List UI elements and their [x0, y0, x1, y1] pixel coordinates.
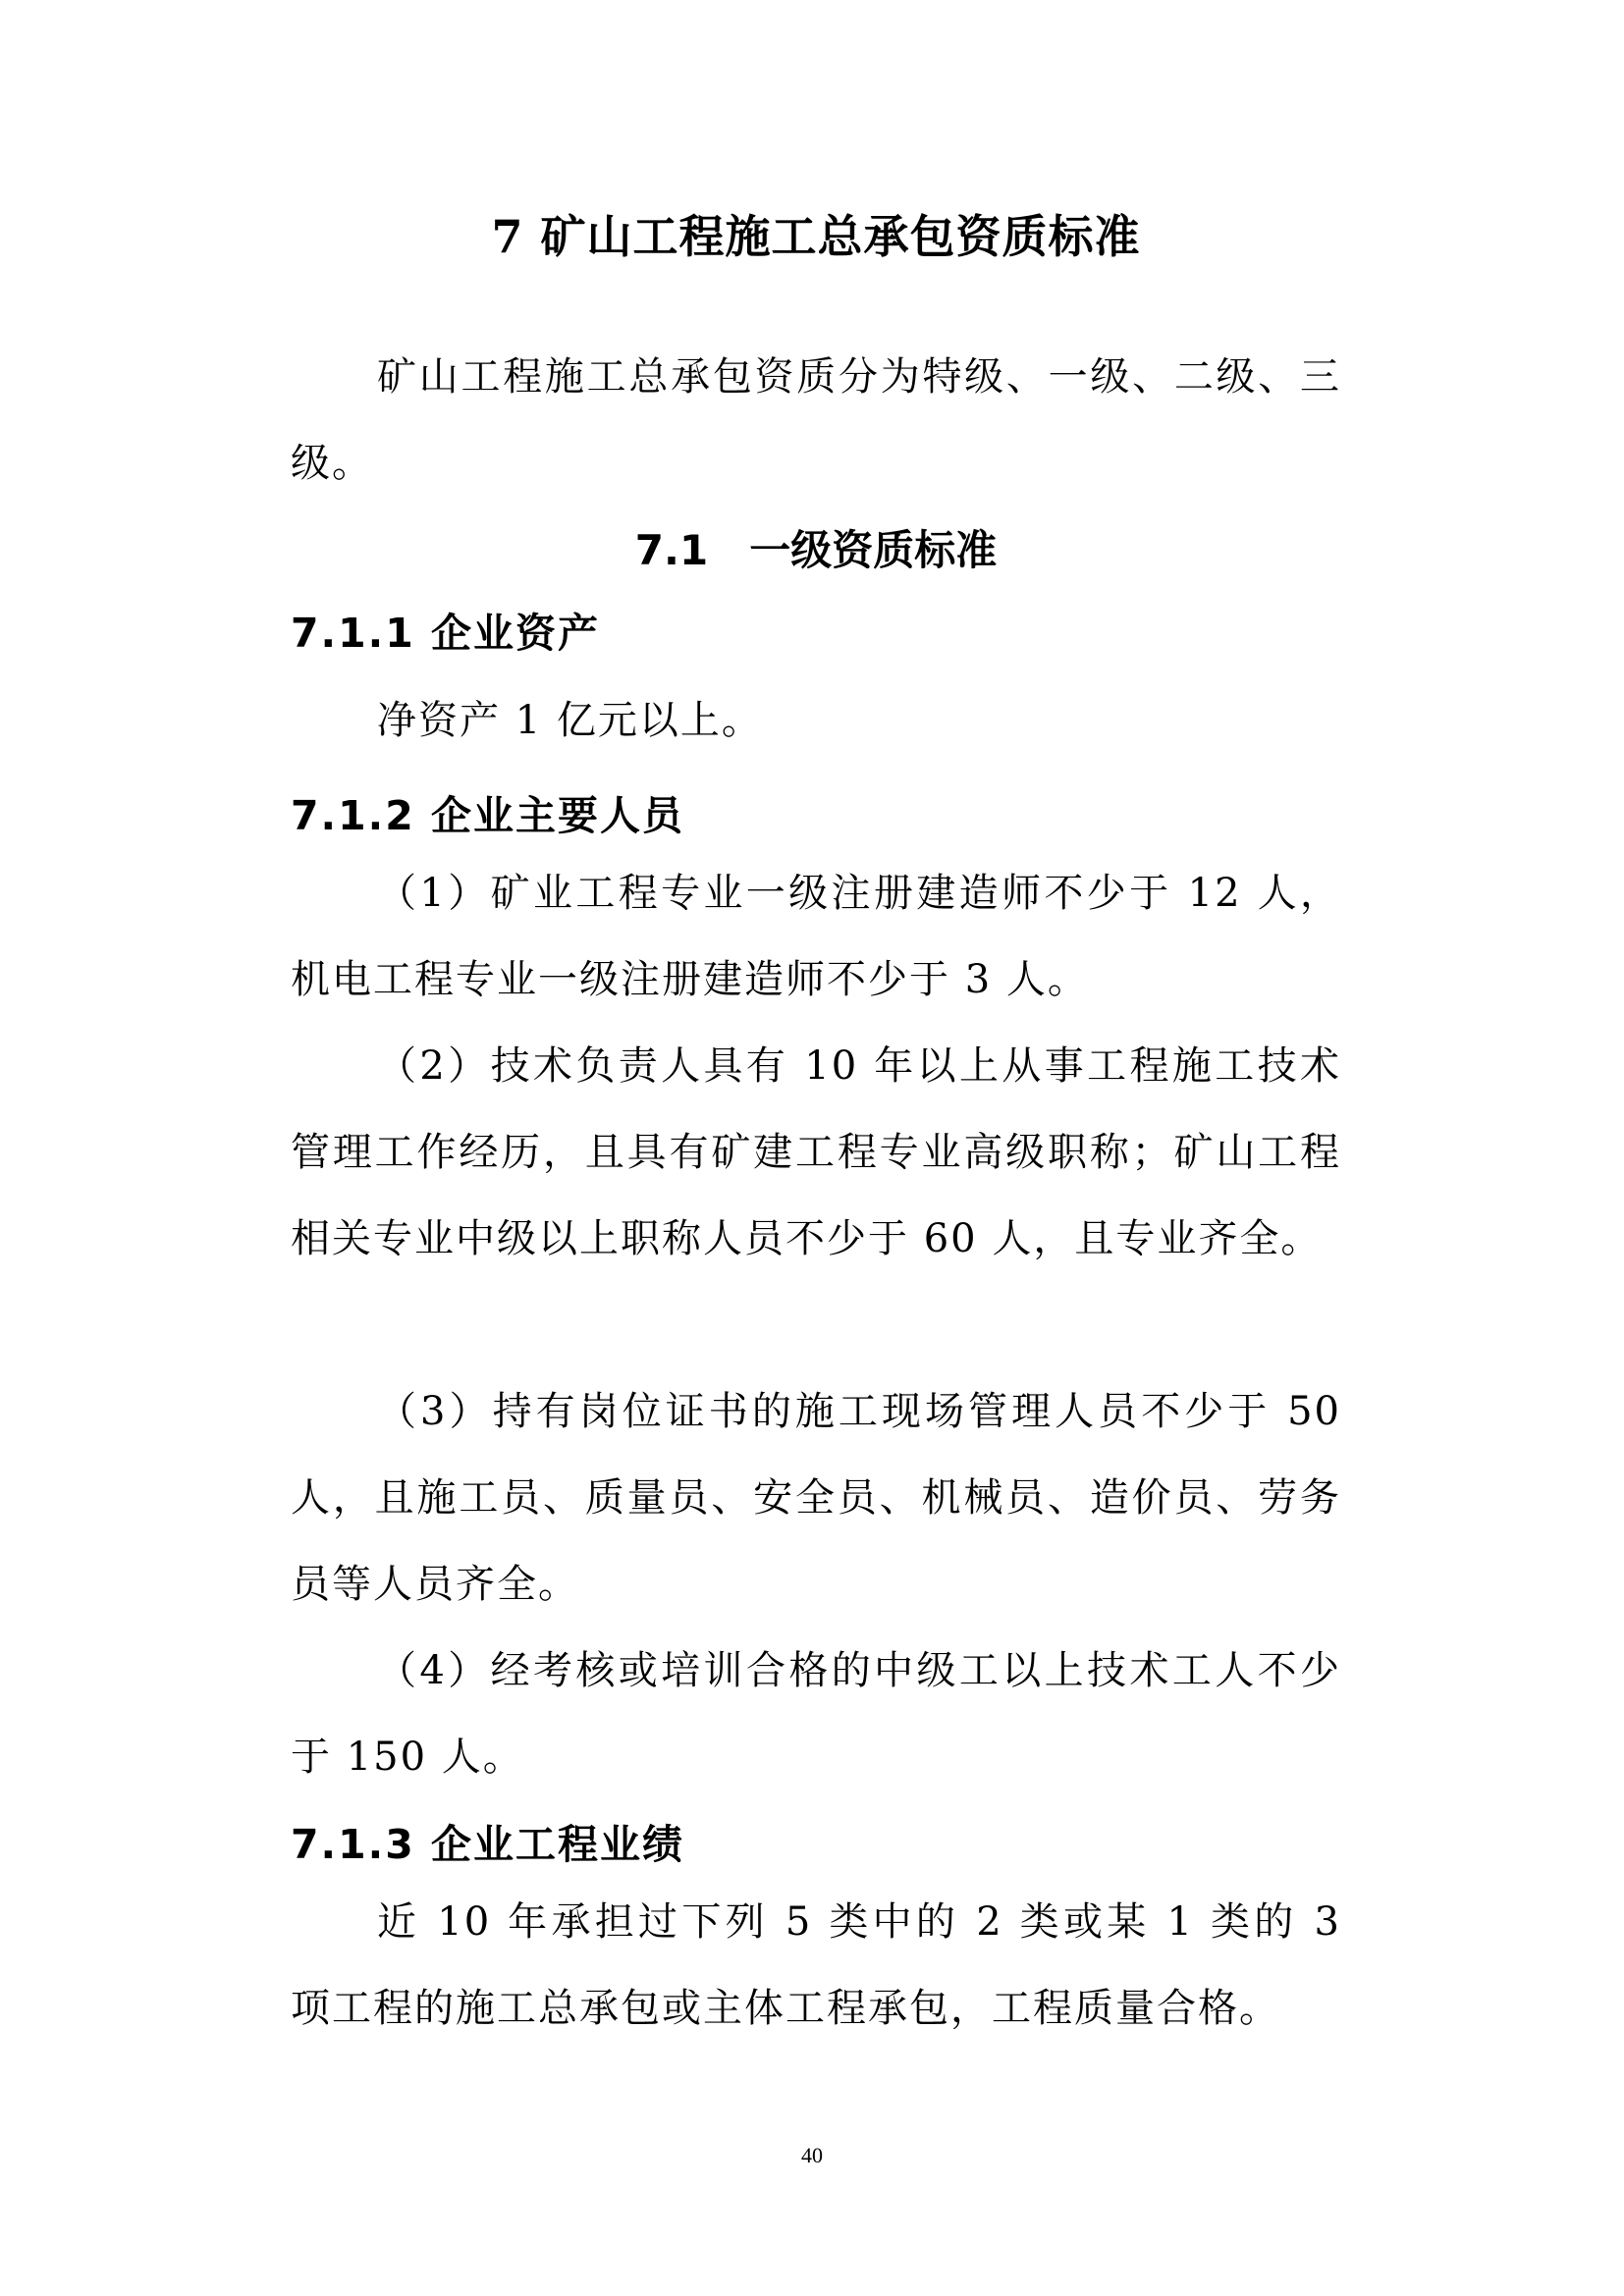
- personnel-item-3: （3）持有岗位证书的施工现场管理人员不少于 50 人，且施工员、质量员、安全员、机械员、造价员、劳务员等人员齐全。: [291, 1389, 1341, 1607]
- subsection-title-7-1-2: 7.1.2 企业主要人员: [291, 792, 685, 839]
- intro-paragraph: 矿山工程施工总承包资质分为特级、一级、二级、三级。: [291, 354, 1341, 486]
- page-number: 40: [801, 2143, 823, 2167]
- personnel-item-1: （1）矿业工程专业一级注册建造师不少于 12 人，机电工程专业一级注册建造师不少于 3 人。: [291, 871, 1341, 1002]
- net-assets-paragraph: 净资产 1 亿元以上。: [377, 698, 763, 743]
- personnel-item-2: （2）技术负责人具有 10 年以上从事工程施工技术管理工作经历，且具有矿建工程专业高级职称；矿山工程相关专业中级以上职称人员不少于 60 人，且专业齐全。: [291, 1043, 1341, 1261]
- subsection-title-7-1-1: 7.1.1 企业资产: [291, 610, 601, 657]
- performance-paragraph: 近 10 年承担过下列 5 类中的 2 类或某 1 类的 3 项工程的施工总承包或主体工程承包，工程质量合格。: [291, 1899, 1341, 2031]
- section-title-7-1: 7.1 一级资质标准: [634, 526, 998, 574]
- chapter-title: 7 矿山工程施工总承包资质标准: [491, 210, 1141, 263]
- subsection-title-7-1-3: 7.1.3 企业工程业绩: [291, 1821, 685, 1868]
- personnel-item-4: （4）经考核或培训合格的中级工以上技术工人不少于 150 人。: [291, 1648, 1341, 1780]
